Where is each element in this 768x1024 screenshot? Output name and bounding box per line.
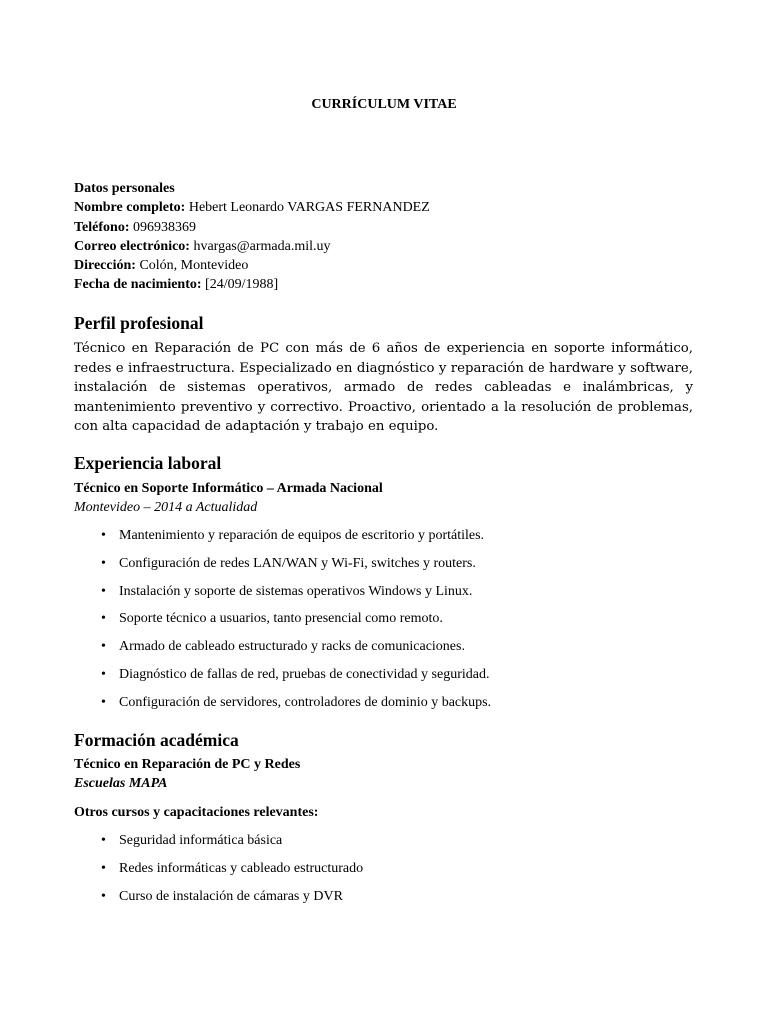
courses-list [74, 831, 694, 914]
field-value: Colón, Montevideo [139, 258, 249, 274]
list-item-text: Instalación y soporte de sistemas operativos Windows y Linux. [119, 583, 473, 599]
personal-field-full-name [74, 198, 694, 217]
bullet-icon: • [101, 611, 106, 627]
list-item-text: Armado de cableado estructurado y racks de comunicaciones. [119, 639, 465, 655]
bullet-icon: • [101, 888, 106, 904]
field-value: hvargas@armada.mil.uy [193, 238, 331, 254]
list-item [74, 693, 694, 721]
list-item-text: Curso de instalación de cámaras y DVR [119, 888, 343, 904]
bullet-icon: • [101, 555, 106, 571]
experience-heading: Experiencia laboral [74, 453, 222, 473]
bullet-icon: • [101, 528, 106, 543]
school-name: Escuelas MAPA [74, 776, 168, 791]
bullet-icon: • [101, 583, 106, 599]
list-item [74, 554, 694, 582]
list-item [74, 526, 694, 554]
list-item-text: Mantenimiento y reparación de equipos de escritorio y portátiles. [119, 528, 485, 543]
experience-list [74, 526, 694, 721]
field-label: Teléfono: [74, 219, 130, 235]
degree-title: Técnico en Reparación de PC y Redes [74, 757, 301, 772]
bullet-icon: • [101, 833, 106, 848]
list-item-text: Configuración de redes LAN/WAN y Wi-Fi, switches y routers. [119, 555, 476, 571]
bullet-icon: • [101, 639, 106, 655]
list-item [74, 665, 694, 693]
job-place-dates: Montevideo – 2014 a Actualidad [74, 500, 258, 515]
job-title: Técnico en Soporte Informático – Armada Nacional [74, 481, 383, 496]
list-item [74, 831, 694, 859]
personal-field-phone [74, 218, 694, 237]
list-item [74, 859, 694, 887]
list-item-text: Diagnóstico de fallas de red, pruebas de conectividad y seguridad. [119, 666, 490, 682]
field-label: Correo electrónico: [74, 238, 190, 254]
field-label: Fecha de nacimiento: [74, 277, 202, 293]
list-item-text: Configuración de servidores, controladores de dominio y backups. [119, 694, 492, 710]
personal-field-address [74, 256, 694, 275]
personal-field-email [74, 237, 694, 256]
courses-heading: Otros cursos y capacitaciones relevantes: [74, 805, 319, 820]
list-item [74, 887, 694, 915]
personal-data-section [74, 179, 694, 295]
list-item [74, 582, 694, 610]
bullet-icon: • [101, 694, 106, 710]
bullet-icon: • [101, 860, 106, 876]
education-heading: Formación académica [74, 730, 239, 750]
field-label: Dirección: [74, 258, 136, 274]
field-value: 096938369 [132, 219, 196, 235]
profile-heading: Perfil profesional [74, 313, 204, 333]
list-item [74, 609, 694, 637]
field-value: Hebert Leonardo VARGAS FERNANDEZ [188, 200, 430, 216]
bullet-icon: • [101, 666, 106, 682]
list-item-text: Seguridad informática básica [119, 833, 283, 848]
personal-data-heading: Datos personales [74, 181, 175, 196]
personal-field-birthdate [74, 275, 694, 294]
field-label: Nombre completo: [74, 200, 186, 216]
profile-paragraph: Técnico en Reparación de PC con más de 6 años de experiencia en soporte informático, redes e infraestructura. Especializado en diagnóstico y reparación de hardware y software, instalación de sistemas operativos, armado de redes cableadas e inalámbricas, y mantenimiento preventivo y correctivo. Proactivo, orientado a la resolución de problemas, con alta capacidad de adaptación y trabajo en equipo. [74, 341, 693, 435]
list-item [74, 637, 694, 665]
list-item-text: Soporte técnico a usuarios, tanto presencial como remoto. [119, 611, 443, 627]
field-value: [24/09/1988] [205, 277, 279, 293]
document-title: CURRÍCULUM VITAE [311, 97, 457, 112]
list-item-text: Redes informáticas y cableado estructurado [119, 860, 364, 876]
